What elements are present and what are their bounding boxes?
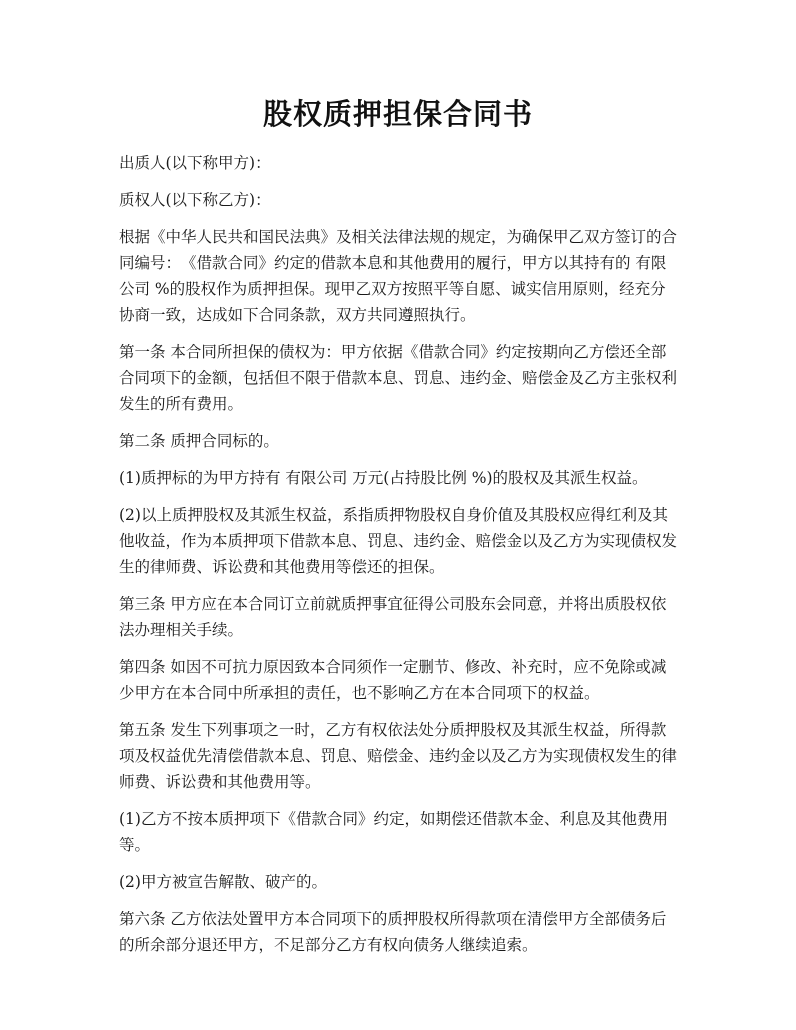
paragraph-article-5: 第五条 发生下列事项之一时，乙方有权依法处分质押股权及其派生权益，所得款项及权益优先清偿借款本息、罚息、赔偿金、违约金以及乙方为实现债权发生的律师费、诉讼费和其他费用等。 (119, 721, 678, 791)
paragraph-article-6: 第六条 乙方依法处置甲方本合同项下的质押股权所得款项在清偿甲方全部债务后的所余部分退还甲方，不足部分乙方有权向债务人继续追索。 (119, 910, 667, 954)
paragraph-article-3: 第三条 甲方应在本合同订立前就质押事宜征得公司股东会同意，并将出质股权依法办理相关手续。 (119, 595, 667, 639)
paragraph-article-5-item-2: (2)甲方被宣告解散、破产的。 (119, 873, 327, 891)
paragraph-preamble: 根据《中华人民共和国民法典》及相关法律法规的规定，为确保甲乙双方签订的合同编号： 《借款合同》约定的借款本息和其他费用的履行，甲方以其持有的 有限公司 %的股权作为质押担保。现甲乙双方按照平等自愿、诚实信用原则，经充分协商一致，达成如下合同条款，双方共同遵照执行。 (119, 228, 678, 324)
document-title: 股权质押担保合同书 (262, 97, 533, 131)
document-body (119, 150, 679, 969)
paragraph-article-2-item-1: (1)质押标的为甲方持有 有限公司 万元(占持股比例 %)的股权及其派生权益。 (119, 469, 648, 487)
paragraph-article-2: 第二条 质押合同标的。 (119, 432, 279, 450)
paragraph-pledgee: 质权人(以下称乙方)： (119, 191, 271, 209)
paragraph-pledgor: 出质人(以下称甲方)： (119, 154, 271, 172)
paragraph-article-5-item-1: (1)乙方不按本质押项下《借款合同》约定，如期偿还借款本金、利息及其他费用等。 (119, 810, 668, 854)
paragraph-article-4: 第四条 如因不可抗力原因致本合同须作一定删节、修改、补充时，应不免除或减少甲方在本合同中所承担的责任，也不影响乙方在本合同项下的权益。 (119, 658, 667, 702)
paragraph-article-1: 第一条 本合同所担保的债权为：甲方依据《借款合同》约定按期向乙方偿还全部合同项下的金额，包括但不限于借款本息、罚息、违约金、赔偿金及乙方主张权利发生的所有费用。 (119, 343, 678, 413)
paragraph-article-2-item-2: (2)以上质押股权及其派生权益，系指质押物股权自身价值及其股权应得红利及其他收益，作为本质押项下借款本息、罚息、违约金、赔偿金以及乙方为实现债权发生的律师费、诉讼费和其他费用等偿还的担保。 (119, 506, 678, 576)
